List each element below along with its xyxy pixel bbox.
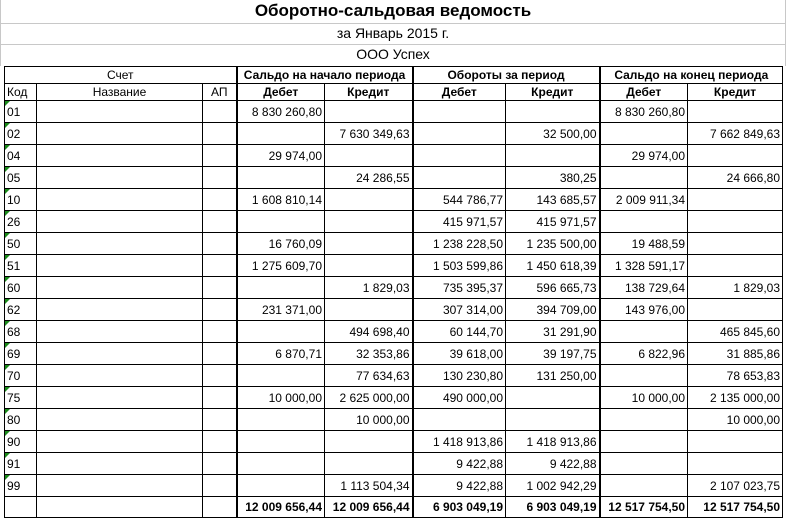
closing-debit-cell[interactable]: 6 822,96 — [600, 343, 688, 365]
turnover-credit-cell[interactable]: 415 971,57 — [506, 211, 600, 233]
closing-debit-cell[interactable]: 143 976,00 — [600, 299, 688, 321]
account-name-cell[interactable] — [37, 431, 203, 453]
account-name-cell[interactable] — [37, 189, 203, 211]
account-ap-cell[interactable] — [203, 409, 237, 431]
account-ap-cell[interactable] — [203, 475, 237, 497]
table-row — [5, 255, 783, 277]
table-row — [5, 409, 783, 431]
account-ap-cell[interactable] — [203, 453, 237, 475]
account-ap-cell[interactable] — [203, 299, 237, 321]
opening-debit-cell[interactable] — [237, 321, 325, 343]
cell-marker-icon — [5, 123, 10, 128]
opening-debit-cell[interactable]: 6 870,71 — [237, 343, 325, 365]
opening-credit-cell[interactable] — [325, 101, 413, 123]
opening-credit-cell[interactable]: 7 630 349,63 — [325, 123, 413, 145]
closing-debit-cell[interactable]: 10 000,00 — [600, 387, 688, 409]
account-code-cell[interactable]: 50 — [5, 233, 37, 255]
turnover-credit-cell[interactable]: 596 665,73 — [506, 277, 600, 299]
account-name-cell[interactable] — [37, 475, 203, 497]
company-name: ООО Успех — [356, 46, 430, 62]
table-row — [5, 145, 783, 167]
closing-debit-cell[interactable] — [600, 475, 688, 497]
turnover-credit-cell[interactable]: 31 291,90 — [506, 321, 600, 343]
account-code-cell[interactable]: 01 — [5, 101, 37, 123]
turnover-credit-cell[interactable] — [506, 101, 600, 123]
turnover-credit-cell[interactable] — [506, 387, 600, 409]
closing-debit-cell[interactable]: 19 488,59 — [600, 233, 688, 255]
account-code-cell[interactable]: 10 — [5, 189, 37, 211]
table-row — [5, 233, 783, 255]
closing-credit-cell[interactable] — [688, 145, 783, 167]
cell-marker-icon — [5, 475, 10, 480]
table-row — [5, 321, 783, 343]
closing-debit-cell[interactable] — [600, 453, 688, 475]
turnover-credit-cell[interactable]: 1 235 500,00 — [506, 233, 600, 255]
account-ap-cell[interactable] — [203, 343, 237, 365]
turnover-credit-cell[interactable] — [506, 409, 600, 431]
opening-debit-cell[interactable]: 8 830 260,80 — [237, 101, 325, 123]
account-ap-cell[interactable] — [203, 145, 237, 167]
opening-credit-cell[interactable]: 1 113 504,34 — [325, 475, 413, 497]
account-name-cell[interactable] — [37, 409, 203, 431]
cell-marker-icon — [5, 233, 10, 238]
cell-marker-icon — [5, 321, 10, 326]
opening-credit-cell[interactable]: 24 286,55 — [325, 167, 413, 189]
turnover-debit-cell[interactable]: 735 395,37 — [413, 277, 506, 299]
account-code-cell[interactable]: 26 — [5, 211, 37, 233]
opening-credit-cell[interactable]: 2 625 000,00 — [325, 387, 413, 409]
total-closing-debit[interactable]: 12 517 754,50 — [600, 497, 688, 518]
account-code-cell[interactable]: 70 — [5, 365, 37, 387]
closing-debit-cell[interactable] — [600, 123, 688, 145]
turnover-debit-cell[interactable]: 130 230,80 — [413, 365, 506, 387]
account-ap-cell[interactable] — [203, 255, 237, 277]
opening-credit-cell[interactable]: 1 829,03 — [325, 277, 413, 299]
totals-row — [5, 497, 783, 518]
opening-debit-cell[interactable]: 29 974,00 — [237, 145, 325, 167]
turnover-debit-cell[interactable]: 1 238 228,50 — [413, 233, 506, 255]
turnover-credit-cell[interactable]: 39 197,75 — [506, 343, 600, 365]
cell-marker-icon — [5, 277, 10, 282]
turnover-credit-cell[interactable]: 131 250,00 — [506, 365, 600, 387]
closing-debit-cell[interactable]: 2 009 911,34 — [600, 189, 688, 211]
opening-debit-cell[interactable]: 231 371,00 — [237, 299, 325, 321]
account-code-cell[interactable]: 51 — [5, 255, 37, 277]
account-ap-cell[interactable] — [203, 365, 237, 387]
closing-credit-cell[interactable] — [688, 189, 783, 211]
opening-credit-cell[interactable]: 10 000,00 — [325, 409, 413, 431]
table-row — [5, 277, 783, 299]
account-name-cell[interactable] — [37, 145, 203, 167]
closing-credit-cell[interactable]: 2 107 023,75 — [688, 475, 783, 497]
account-ap-cell[interactable] — [203, 101, 237, 123]
account-ap-cell[interactable] — [203, 233, 237, 255]
account-code-cell[interactable]: 69 — [5, 343, 37, 365]
account-code-cell[interactable]: 90 — [5, 431, 37, 453]
account-code-cell[interactable]: 75 — [5, 387, 37, 409]
turnover-debit-cell[interactable] — [413, 409, 506, 431]
table-row — [5, 343, 783, 365]
turnover-credit-cell[interactable]: 394 709,00 — [506, 299, 600, 321]
account-code-cell[interactable]: 04 — [5, 145, 37, 167]
opening-debit-cell[interactable] — [237, 365, 325, 387]
opening-credit-cell[interactable] — [325, 145, 413, 167]
cell-marker-icon — [5, 211, 10, 216]
account-name-cell[interactable] — [37, 123, 203, 145]
table-row — [5, 211, 783, 233]
total-turnover-credit[interactable]: 6 903 049,19 — [506, 497, 600, 518]
cell-marker-icon — [5, 299, 10, 304]
account-name-cell[interactable] — [37, 343, 203, 365]
report-title: Оборотно-сальдовая ведомость — [254, 1, 532, 20]
ap-header: АП — [203, 84, 237, 101]
opening-debit-cell[interactable] — [237, 167, 325, 189]
account-name-cell[interactable] — [37, 255, 203, 277]
account-ap-cell[interactable] — [203, 211, 237, 233]
account-ap-cell[interactable] — [203, 189, 237, 211]
opening-debit-header: Дебет — [237, 84, 325, 101]
account-name-cell[interactable] — [37, 101, 203, 123]
turnover-debit-cell[interactable]: 9 422,88 — [413, 475, 506, 497]
closing-credit-cell[interactable] — [688, 431, 783, 453]
turnover-credit-header: Кредит — [506, 84, 600, 101]
cell-marker-icon — [5, 145, 10, 150]
cell-marker-icon — [5, 255, 10, 260]
closing-debit-cell[interactable] — [600, 167, 688, 189]
closing-debit-cell[interactable] — [600, 365, 688, 387]
account-code-cell[interactable]: 60 — [5, 277, 37, 299]
account-code-cell[interactable]: 99 — [5, 475, 37, 497]
account-name-cell[interactable] — [37, 299, 203, 321]
account-code-cell[interactable]: 62 — [5, 299, 37, 321]
closing-debit-cell[interactable] — [600, 211, 688, 233]
account-ap-cell[interactable] — [203, 123, 237, 145]
turnover-debit-cell[interactable] — [413, 101, 506, 123]
closing-credit-cell[interactable] — [688, 101, 783, 123]
turnover-debit-cell[interactable]: 1 418 913,86 — [413, 431, 506, 453]
closing-credit-cell[interactable]: 2 135 000,00 — [688, 387, 783, 409]
closing-credit-cell[interactable]: 24 666,80 — [688, 167, 783, 189]
totals-code-cell[interactable] — [5, 497, 37, 518]
closing-credit-cell[interactable]: 10 000,00 — [688, 409, 783, 431]
account-ap-cell[interactable] — [203, 321, 237, 343]
closing-credit-cell[interactable]: 465 845,60 — [688, 321, 783, 343]
group-opening-header: Сальдо на начало периода — [237, 67, 413, 84]
turnover-debit-cell[interactable]: 544 786,77 — [413, 189, 506, 211]
closing-credit-cell[interactable] — [688, 299, 783, 321]
table-row — [5, 365, 783, 387]
closing-credit-cell[interactable] — [688, 211, 783, 233]
closing-credit-cell[interactable] — [688, 453, 783, 475]
table-row — [5, 387, 783, 409]
turnover-debit-cell[interactable]: 9 422,88 — [413, 453, 506, 475]
closing-credit-cell[interactable]: 1 829,03 — [688, 277, 783, 299]
table-row — [5, 299, 783, 321]
closing-credit-cell[interactable]: 7 662 849,63 — [688, 123, 783, 145]
account-ap-cell[interactable] — [203, 387, 237, 409]
turnover-debit-cell[interactable]: 415 971,57 — [413, 211, 506, 233]
closing-debit-cell[interactable]: 8 830 260,80 — [600, 101, 688, 123]
totals-ap-cell[interactable] — [203, 497, 237, 518]
turnover-debit-cell[interactable]: 39 618,00 — [413, 343, 506, 365]
total-turnover-debit[interactable]: 6 903 049,19 — [413, 497, 506, 518]
total-closing-credit[interactable]: 12 517 754,50 — [688, 497, 783, 518]
account-name-cell[interactable] — [37, 453, 203, 475]
opening-debit-cell[interactable]: 1 608 810,14 — [237, 189, 325, 211]
table-row — [5, 123, 783, 145]
opening-debit-cell[interactable]: 1 275 609,70 — [237, 255, 325, 277]
account-name-cell[interactable] — [37, 233, 203, 255]
turnover-credit-cell[interactable]: 32 500,00 — [506, 123, 600, 145]
opening-credit-cell[interactable]: 494 698,40 — [325, 321, 413, 343]
opening-credit-cell[interactable]: 77 634,63 — [325, 365, 413, 387]
cell-marker-icon — [5, 453, 10, 458]
opening-credit-cell[interactable] — [325, 233, 413, 255]
opening-debit-cell[interactable] — [237, 409, 325, 431]
closing-debit-header: Дебет — [600, 84, 688, 101]
opening-debit-cell[interactable] — [237, 211, 325, 233]
closing-debit-cell[interactable]: 1 328 591,17 — [600, 255, 688, 277]
account-name-cell[interactable] — [37, 387, 203, 409]
account-ap-cell[interactable] — [203, 167, 237, 189]
account-code-cell[interactable]: 02 — [5, 123, 37, 145]
table-row — [5, 475, 783, 497]
cell-marker-icon — [5, 167, 10, 172]
account-code-cell[interactable]: 80 — [5, 409, 37, 431]
cell-marker-icon — [5, 189, 10, 194]
totals-name-cell[interactable] — [37, 497, 203, 518]
opening-credit-header: Кредит — [325, 84, 413, 101]
opening-debit-cell[interactable] — [237, 431, 325, 453]
cell-marker-icon — [5, 101, 10, 106]
account-code-cell[interactable]: 91 — [5, 453, 37, 475]
opening-debit-cell[interactable] — [237, 453, 325, 475]
total-opening-debit[interactable]: 12 009 656,44 — [237, 497, 325, 518]
turnover-credit-cell[interactable]: 1 418 913,86 — [506, 431, 600, 453]
name-header: Название — [37, 84, 203, 101]
opening-credit-cell[interactable] — [325, 453, 413, 475]
account-name-cell[interactable] — [37, 211, 203, 233]
cell-marker-icon — [5, 365, 10, 370]
opening-debit-cell[interactable]: 10 000,00 — [237, 387, 325, 409]
turnover-debit-cell[interactable] — [413, 123, 506, 145]
header-column-row — [5, 84, 783, 101]
turnover-debit-header: Дебет — [413, 84, 506, 101]
turnover-credit-cell[interactable]: 380,25 — [506, 167, 600, 189]
turnover-debit-cell[interactable]: 490 000,00 — [413, 387, 506, 409]
cell-marker-icon — [5, 343, 10, 348]
cell-marker-icon — [5, 431, 10, 436]
opening-credit-cell[interactable] — [325, 431, 413, 453]
closing-debit-cell[interactable] — [600, 321, 688, 343]
closing-debit-cell[interactable] — [600, 431, 688, 453]
header-group-row — [5, 67, 783, 84]
opening-debit-cell[interactable]: 16 760,09 — [237, 233, 325, 255]
opening-debit-cell[interactable] — [237, 123, 325, 145]
table-row — [5, 189, 783, 211]
closing-debit-cell[interactable] — [600, 409, 688, 431]
account-code-cell[interactable]: 68 — [5, 321, 37, 343]
turnover-debit-cell[interactable] — [413, 145, 506, 167]
closing-debit-cell[interactable]: 29 974,00 — [600, 145, 688, 167]
report-period: за Январь 2015 г. — [336, 25, 450, 41]
opening-credit-cell[interactable] — [325, 255, 413, 277]
total-opening-credit[interactable]: 12 009 656,44 — [325, 497, 413, 518]
cell-marker-icon — [5, 409, 10, 414]
group-account-header: Счет — [5, 67, 237, 84]
group-turnover-header: Обороты за период — [413, 67, 600, 84]
account-name-cell[interactable] — [37, 167, 203, 189]
account-ap-cell[interactable] — [203, 431, 237, 453]
turnover-debit-cell[interactable]: 307 314,00 — [413, 299, 506, 321]
turnover-credit-cell[interactable]: 143 685,57 — [506, 189, 600, 211]
account-code-cell[interactable]: 05 — [5, 167, 37, 189]
closing-credit-cell[interactable] — [688, 233, 783, 255]
table-row — [5, 167, 783, 189]
opening-credit-cell[interactable] — [325, 189, 413, 211]
group-closing-header: Сальдо на конец периода — [600, 67, 783, 84]
table-row — [5, 453, 783, 475]
turnover-debit-cell[interactable] — [413, 167, 506, 189]
account-ap-cell[interactable] — [203, 277, 237, 299]
opening-credit-cell[interactable]: 32 353,86 — [325, 343, 413, 365]
opening-debit-cell[interactable] — [237, 475, 325, 497]
closing-credit-header: Кредит — [688, 84, 783, 101]
turnover-credit-cell[interactable]: 1 450 618,39 — [506, 255, 600, 277]
closing-credit-cell[interactable] — [688, 255, 783, 277]
turnover-debit-cell[interactable]: 60 144,70 — [413, 321, 506, 343]
closing-credit-cell[interactable]: 78 653,83 — [688, 365, 783, 387]
account-name-cell[interactable] — [37, 365, 203, 387]
turnover-credit-cell[interactable]: 9 422,88 — [506, 453, 600, 475]
cell-marker-icon — [5, 387, 10, 392]
turnover-debit-cell[interactable]: 1 503 599,86 — [413, 255, 506, 277]
table-row — [5, 431, 783, 453]
balance-sheet-table — [4, 66, 783, 518]
opening-credit-cell[interactable] — [325, 211, 413, 233]
turnover-credit-cell[interactable]: 1 002 942,29 — [506, 475, 600, 497]
opening-debit-cell[interactable] — [237, 277, 325, 299]
closing-debit-cell[interactable]: 138 729,64 — [600, 277, 688, 299]
opening-credit-cell[interactable] — [325, 299, 413, 321]
code-header: Код — [5, 84, 37, 101]
closing-credit-cell[interactable]: 31 885,86 — [688, 343, 783, 365]
table-row — [5, 101, 783, 123]
turnover-credit-cell[interactable] — [506, 145, 600, 167]
account-name-cell[interactable] — [37, 321, 203, 343]
account-name-cell[interactable] — [37, 277, 203, 299]
